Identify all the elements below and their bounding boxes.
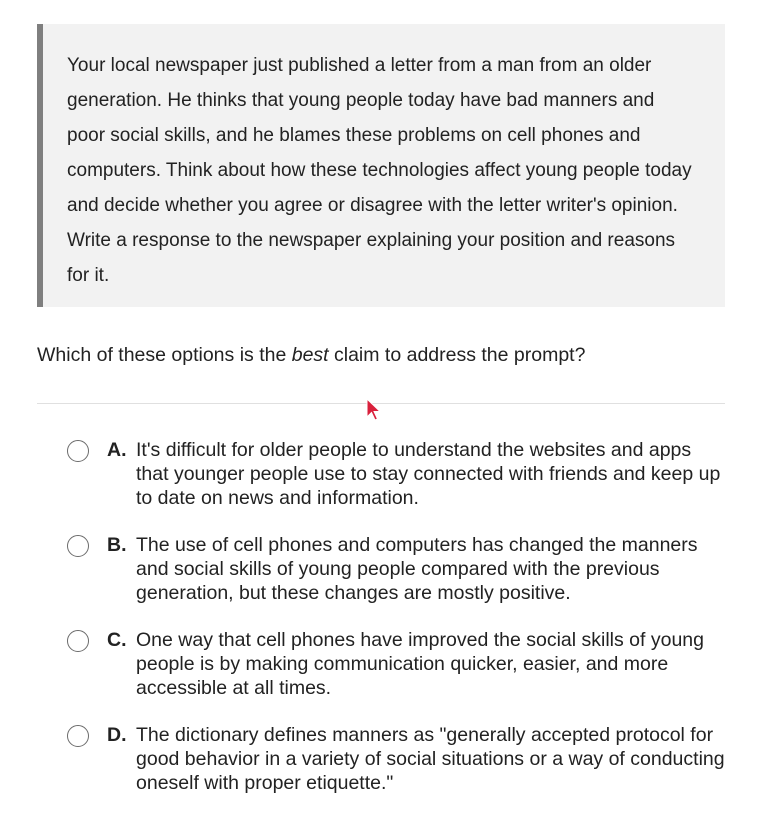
prompt-box xyxy=(37,24,725,307)
option-a[interactable] xyxy=(66,438,726,533)
option-text: The dictionary defines manners as "generally accepted protocol for good behavior in a variety of social situations or a way of conducting oneself with proper etiquette." xyxy=(136,724,725,794)
option-text: It's difficult for older people to understand the websites and apps that younger people use to stay connected with friends and keep up to date on news and information. xyxy=(136,439,721,509)
question-text-before: Which of these options is the xyxy=(37,344,292,366)
option-text: The use of cell phones and computers has changed the manners and social skills of young people compared with the previous generation, but these changes are mostly positive. xyxy=(136,534,698,604)
option-letter: A. xyxy=(107,439,127,461)
option-d[interactable] xyxy=(66,723,726,818)
question-emphasis: best xyxy=(291,344,329,366)
radio-button[interactable] xyxy=(67,725,89,747)
question-text-after: claim to address the prompt? xyxy=(328,344,586,366)
option-letter: B. xyxy=(107,534,127,556)
radio-button[interactable] xyxy=(67,535,89,557)
option-b[interactable] xyxy=(66,533,726,628)
question-text xyxy=(37,340,585,370)
option-c[interactable] xyxy=(66,628,726,723)
mouse-pointer-icon xyxy=(366,398,382,424)
prompt-text: Your local newspaper just published a letter from a man from an older generation. He thinks that young people today have bad manners and poor social skills, and he blames these problems on cell phones and computers. Think about how these technologies affect young people today and decide whether you agree or disagree with the letter writer's opinion. Write a response to the newspaper explaining your position and reasons for it. xyxy=(67,55,692,286)
answer-options xyxy=(66,438,726,818)
option-letter: C. xyxy=(107,629,127,651)
radio-button[interactable] xyxy=(67,440,89,462)
option-letter: D. xyxy=(107,724,127,746)
option-text: One way that cell phones have improved the social skills of young people is by making communication quicker, easier, and more accessible at all times. xyxy=(136,629,704,699)
radio-button[interactable] xyxy=(67,630,89,652)
